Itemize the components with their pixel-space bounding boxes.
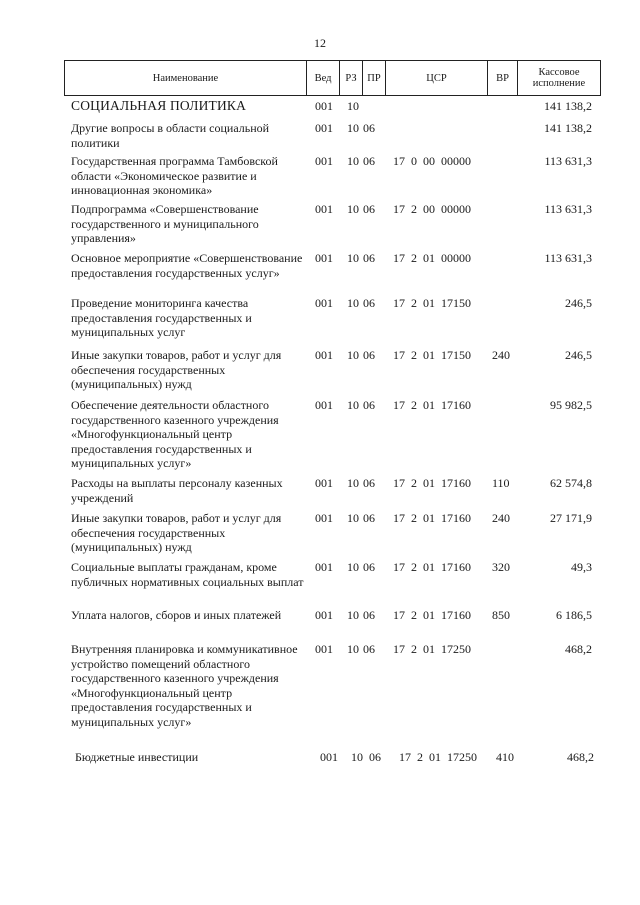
row-pr: 06	[363, 560, 375, 574]
row-csr: 17 2 01 17150	[393, 296, 471, 310]
row-rz: 10	[347, 511, 359, 525]
row-name: Иные закупки товаров, работ и услуг для обеспечения государственных (муниципальных) нужд	[71, 511, 282, 555]
row-pr: 06	[363, 398, 375, 412]
row-rz: 10	[347, 476, 359, 490]
row-csr: 17 2 01 17160	[393, 560, 471, 574]
row-name: Расходы на выплаты персоналу казенных учреждений	[71, 476, 283, 505]
table-header	[64, 60, 601, 96]
row-ved: 001	[315, 642, 333, 656]
header-name: Наименование	[65, 61, 307, 95]
row-ved: 001	[315, 398, 333, 412]
header-ved: Вед	[307, 61, 340, 95]
row-pr: 06	[369, 750, 381, 764]
row-rz: 10	[347, 296, 359, 310]
row-pr: 06	[363, 296, 375, 310]
row-rz: 10	[347, 560, 359, 574]
row-pr: 06	[363, 608, 375, 622]
row-pr: 06	[363, 121, 375, 135]
row-amount: 113 631,3	[544, 154, 592, 168]
row-ved: 001	[315, 560, 333, 574]
row-rz: 10	[347, 608, 359, 622]
header-kassovoe: Кассовое исполнение	[532, 67, 586, 89]
row-ved: 001	[315, 99, 333, 113]
row-csr: 17 2 00 00000	[393, 202, 471, 216]
row-vr: 240	[492, 348, 510, 362]
row-ved: 001	[315, 202, 333, 216]
row-pr: 06	[363, 642, 375, 656]
row-amount: 468,2	[567, 750, 594, 764]
row-amount: 113 631,3	[544, 251, 592, 265]
row-ved: 001	[315, 296, 333, 310]
row-rz: 10	[347, 154, 359, 168]
row-name: Иные закупки товаров, работ и услуг для обеспечения государственных (муниципальных) нужд	[71, 348, 282, 392]
row-ved: 001	[315, 608, 333, 622]
row-name: Социальные выплаты гражданам, кроме публичных нормативных социальных выплат	[71, 560, 304, 589]
row-vr: 410	[496, 750, 514, 764]
row-rz: 10	[347, 121, 359, 135]
row-csr: 17 2 01 17160	[393, 476, 471, 490]
row-ved: 001	[315, 476, 333, 490]
row-amount: 27 171,9	[550, 511, 592, 525]
row-rz: 10	[351, 750, 363, 764]
row-name: Подпрограмма «Совершенствование государственного и муниципального управления»	[71, 202, 259, 246]
row-vr: 240	[492, 511, 510, 525]
row-name: Другие вопросы в области социальной политики	[71, 121, 270, 150]
row-name: Уплата налогов, сборов и иных платежей	[71, 608, 282, 622]
row-pr: 06	[363, 511, 375, 525]
row-rz: 10	[347, 99, 359, 113]
row-name: Проведение мониторинга качества предоставления государственных и муниципальных услуг	[71, 296, 252, 340]
row-name: СОЦИАЛЬНАЯ ПОЛИТИКА	[71, 98, 247, 113]
row-csr: 17 0 00 00000	[393, 154, 471, 168]
row-ved: 001	[315, 154, 333, 168]
row-amount: 246,5	[565, 348, 592, 362]
row-rz: 10	[347, 642, 359, 656]
header-rz: РЗ	[340, 61, 363, 95]
header-csr: ЦСР	[386, 61, 488, 95]
row-csr: 17 2 01 17160	[393, 511, 471, 525]
row-ved: 001	[315, 121, 333, 135]
row-name: Обеспечение деятельности областного государственного казенного учреждения «Многофункциональный центр предоставления государственных и муниципальных услуг»	[71, 398, 279, 471]
row-amount: 95 982,5	[550, 398, 592, 412]
row-amount: 141 138,2	[544, 121, 592, 135]
row-ved: 001	[315, 511, 333, 525]
header-pr: ПР	[363, 61, 386, 95]
row-rz: 10	[347, 348, 359, 362]
row-name: Государственная программа Тамбовской области «Экономическое развитие и инновационная экономика»	[71, 154, 278, 198]
row-amount: 49,3	[571, 560, 592, 574]
row-pr: 06	[363, 251, 375, 265]
row-pr: 06	[363, 154, 375, 168]
row-name: Внутренняя планировка и коммуникативное устройство помещений областного государственного казенного учреждения «Многофункциональный центр предоставления государственных и муниципальных услуг»	[71, 642, 298, 729]
row-vr: 320	[492, 560, 510, 574]
row-csr: 17 2 01 17250	[393, 642, 471, 656]
row-csr: 17 2 01 17160	[393, 608, 471, 622]
row-rz: 10	[347, 251, 359, 265]
row-rz: 10	[347, 398, 359, 412]
row-ved: 001	[315, 251, 333, 265]
page-number: 12	[314, 36, 326, 50]
row-pr: 06	[363, 202, 375, 216]
row-amount: 468,2	[565, 642, 592, 656]
row-ved: 001	[315, 348, 333, 362]
row-vr: 110	[492, 476, 510, 490]
row-name: Основное мероприятие «Совершенствование предоставления государственных услуг»	[71, 251, 303, 280]
row-pr: 06	[363, 476, 375, 490]
row-amount: 113 631,3	[544, 202, 592, 216]
row-name: Бюджетные инвестиции	[75, 750, 199, 764]
row-amount: 141 138,2	[544, 99, 592, 113]
row-csr: 17 2 01 17250	[399, 750, 477, 764]
row-amount: 62 574,8	[550, 476, 592, 490]
row-ved: 001	[320, 750, 338, 764]
row-amount: 246,5	[565, 296, 592, 310]
row-csr: 17 2 01 17150	[393, 348, 471, 362]
row-csr: 17 2 01 17160	[393, 398, 471, 412]
row-amount: 6 186,5	[556, 608, 592, 622]
row-pr: 06	[363, 348, 375, 362]
row-csr: 17 2 01 00000	[393, 251, 471, 265]
row-vr: 850	[492, 608, 510, 622]
header-vr: ВР	[488, 61, 518, 95]
row-rz: 10	[347, 202, 359, 216]
